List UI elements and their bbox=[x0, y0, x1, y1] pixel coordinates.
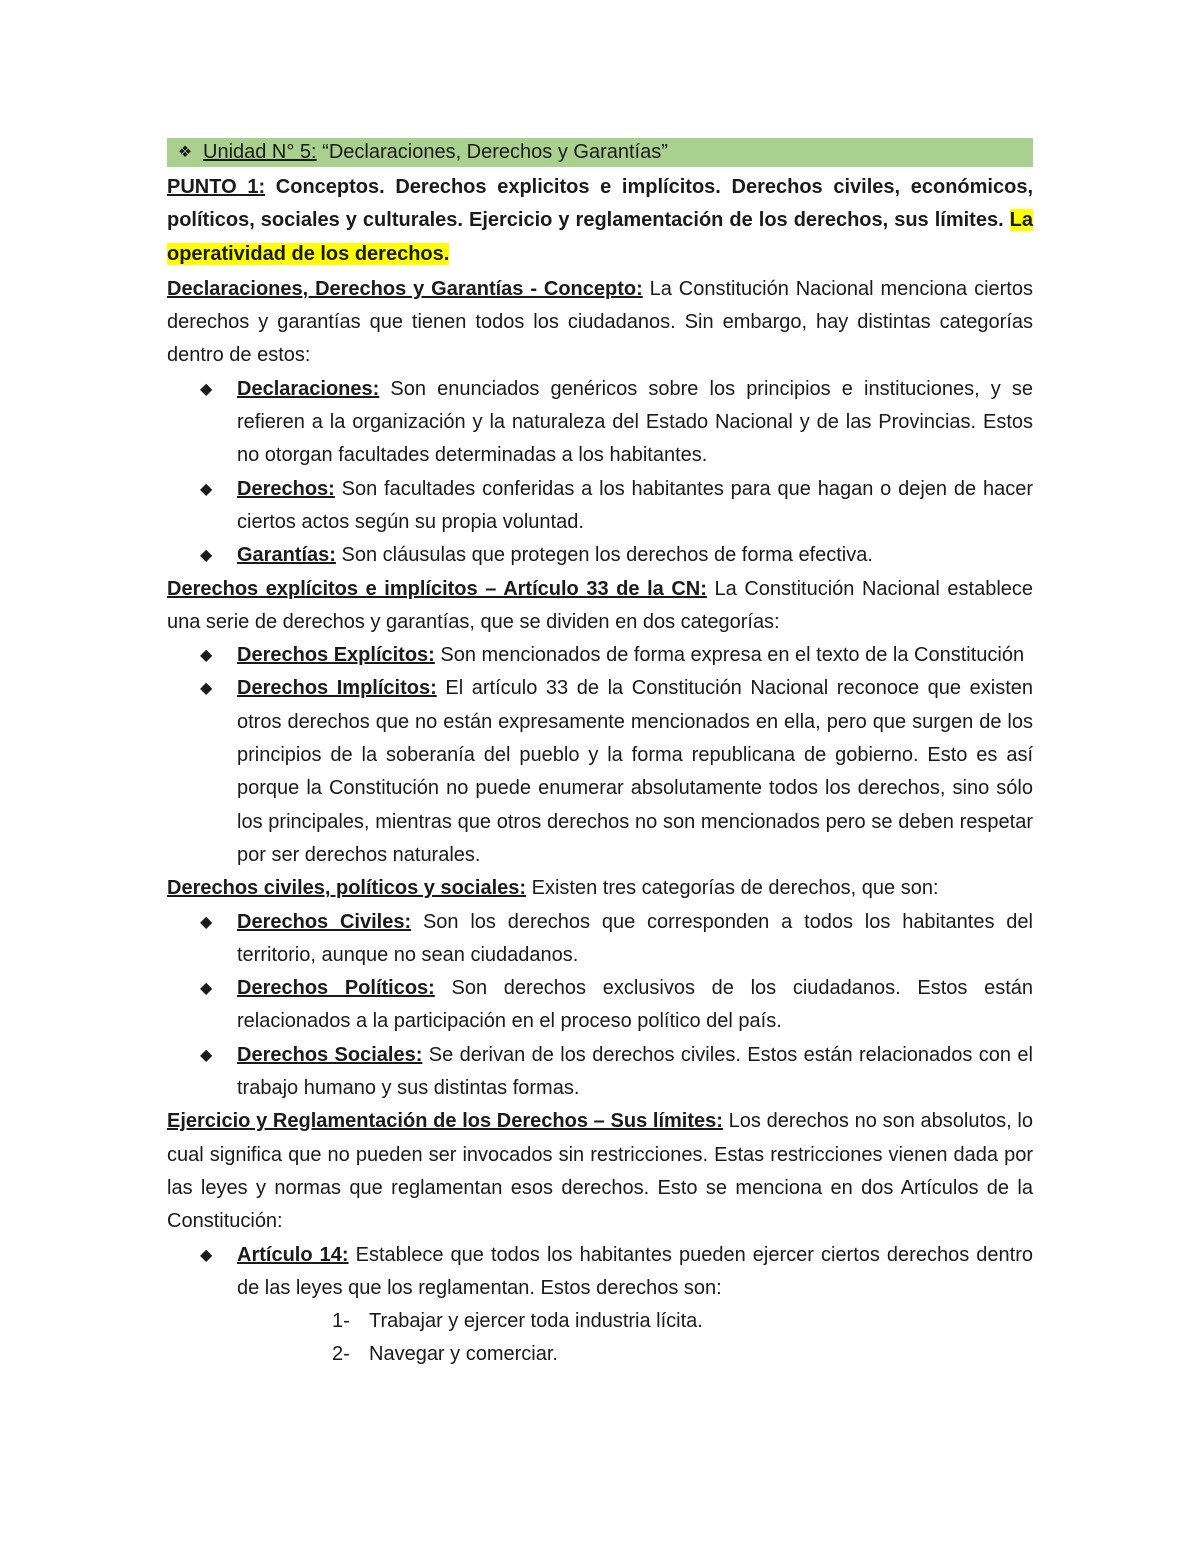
item-term: Derechos Civiles: bbox=[237, 910, 412, 933]
list-item bbox=[167, 906, 1033, 973]
item-text: Navegar y comerciar. bbox=[369, 1343, 558, 1366]
item-text: Trabajar y ejercer toda industria lícita. bbox=[369, 1310, 703, 1333]
item-text: Son derechos exclusivos de los ciudadanos. Estos están relacionados a la participación en el proceso político del país. bbox=[237, 977, 1033, 1033]
punto-highlight: La operatividad de los derechos. bbox=[167, 209, 1033, 265]
item-term: Declaraciones: bbox=[237, 377, 380, 400]
punto-text: Conceptos. Derechos explicitos e implícitos. Derechos civiles, económicos, políticos, sociales y culturales. Ejercicio y reglamentación de los derechos, sus límites. bbox=[167, 176, 1033, 232]
list-item bbox=[167, 672, 1033, 872]
item-term: Garantías: bbox=[237, 544, 336, 567]
list-item bbox=[167, 1039, 1033, 1106]
section-3-paragraph bbox=[167, 872, 1033, 905]
diamond-bullet-icon: ◆ bbox=[200, 647, 213, 665]
item-number: 2- bbox=[332, 1343, 350, 1366]
item-term: Derechos Políticos: bbox=[237, 977, 435, 1000]
item-text: El artículo 33 de la Constitución Nacional reconoce que existen otros derechos que no están expresamente mencionados en ella, pero que surgen de los principios de la soberanía del pueblo y la forma republicana de gobierno. Esto es así porque la Constitución no puede enumerar absolutamente todos los derechos, sino sólo los principales, mientras que otros derechos no son mencionados pero se deben respetar por ser derechos naturales. bbox=[237, 677, 1034, 866]
diamond-bullet-icon: ◆ bbox=[200, 1046, 213, 1064]
list-item bbox=[167, 639, 1033, 672]
section-4-text: Los derechos no son absolutos, lo cual significa que no pueden ser invocados sin restricciones. Estas restricciones vienen dada por las leyes y normas que reglamentan esos derechos. Esto se menciona en dos Artículos de la Constitución: bbox=[167, 1110, 1033, 1233]
section-2-text: La Constitución Nacional establece una serie de derechos y garantías, que se dividen en dos categorías: bbox=[167, 577, 1034, 633]
section-1-heading: Declaraciones, Derechos y Garantías - Concepto: bbox=[167, 277, 643, 300]
item-number: 1- bbox=[332, 1310, 350, 1333]
diamond-bullet-icon: ◆ bbox=[200, 1246, 213, 1264]
diamond-bullet-icon: ◆ bbox=[200, 913, 213, 931]
list-item bbox=[167, 473, 1033, 540]
item-term: Artículo 14: bbox=[237, 1243, 349, 1266]
section-2-list bbox=[167, 639, 1033, 872]
numbered-list bbox=[167, 1305, 1033, 1372]
unit-label: Unidad N° 5: bbox=[203, 141, 317, 163]
numbered-item bbox=[167, 1338, 1033, 1371]
item-term: Derechos Explícitos: bbox=[237, 644, 435, 667]
item-text: Se derivan de los derechos civiles. Estos están relacionados con el trabajo humano y sus distintas formas. bbox=[237, 1043, 1034, 1100]
unit-title: “Declaraciones, Derechos y Garantías” bbox=[316, 141, 668, 163]
section-4-paragraph bbox=[167, 1105, 1033, 1238]
item-text: Establece que todos los habitantes pueden ejercer ciertos derechos dentro de las leyes que los reglamentan. Estos derechos son: bbox=[237, 1243, 1033, 1299]
section-2-heading: Derechos explícitos e implícitos – Artículo 33 de la CN: bbox=[167, 577, 707, 600]
diamond-bullet-icon: ◆ bbox=[200, 547, 213, 565]
item-term: Derechos: bbox=[237, 477, 335, 500]
list-item bbox=[167, 1239, 1033, 1306]
section-3-list bbox=[167, 906, 1033, 1106]
unit-header bbox=[167, 138, 1033, 167]
diamond-bullet-icon: ◆ bbox=[200, 980, 213, 998]
section-4-list bbox=[167, 1239, 1033, 1306]
section-1-list bbox=[167, 373, 1033, 573]
document-page bbox=[167, 138, 1033, 1372]
four-diamond-icon: ❖ bbox=[177, 144, 193, 161]
section-2-paragraph bbox=[167, 573, 1033, 640]
list-item bbox=[167, 373, 1033, 473]
section-3-heading: Derechos civiles, políticos y sociales: bbox=[167, 877, 527, 900]
section-1-text: La Constitución Nacional menciona ciertos derechos y garantías que tienen todos los ciudadanos. Sin embargo, hay distintas categorías dentro de estos: bbox=[167, 277, 1033, 367]
item-text: Son enunciados genéricos sobre los principios e instituciones, y se refieren a la organización y la naturaleza del Estado Nacional y de las Provincias. Estos no otorgan facultades determinadas a los habitantes. bbox=[237, 377, 1033, 467]
item-term: Derechos Implícitos: bbox=[237, 677, 437, 700]
item-text: Son los derechos que corresponden a todos los habitantes del territorio, aunque no sean ciudadanos. bbox=[237, 910, 1033, 966]
item-term: Derechos Sociales: bbox=[237, 1043, 423, 1066]
diamond-bullet-icon: ◆ bbox=[200, 380, 213, 398]
diamond-bullet-icon: ◆ bbox=[200, 480, 213, 498]
list-item bbox=[167, 539, 1033, 572]
item-text: Son facultades conferidas a los habitantes para que hagan o dejen de hacer ciertos actos según su propia voluntad. bbox=[237, 477, 1033, 533]
section-1-paragraph bbox=[167, 273, 1033, 373]
numbered-item bbox=[167, 1305, 1033, 1338]
punto-label: PUNTO 1: bbox=[167, 176, 266, 198]
item-text: Son mencionados de forma expresa en el texto de la Constitución bbox=[434, 644, 1025, 667]
item-text: Son cláusulas que protegen los derechos de forma efectiva. bbox=[335, 544, 873, 567]
list-item bbox=[167, 972, 1033, 1039]
section-4-heading: Ejercicio y Reglamentación de los Derechos – Sus límites: bbox=[167, 1110, 723, 1133]
diamond-bullet-icon: ◆ bbox=[200, 680, 213, 698]
section-3-text: Existen tres categorías de derechos, que son: bbox=[526, 877, 939, 900]
punto-paragraph bbox=[167, 171, 1033, 271]
